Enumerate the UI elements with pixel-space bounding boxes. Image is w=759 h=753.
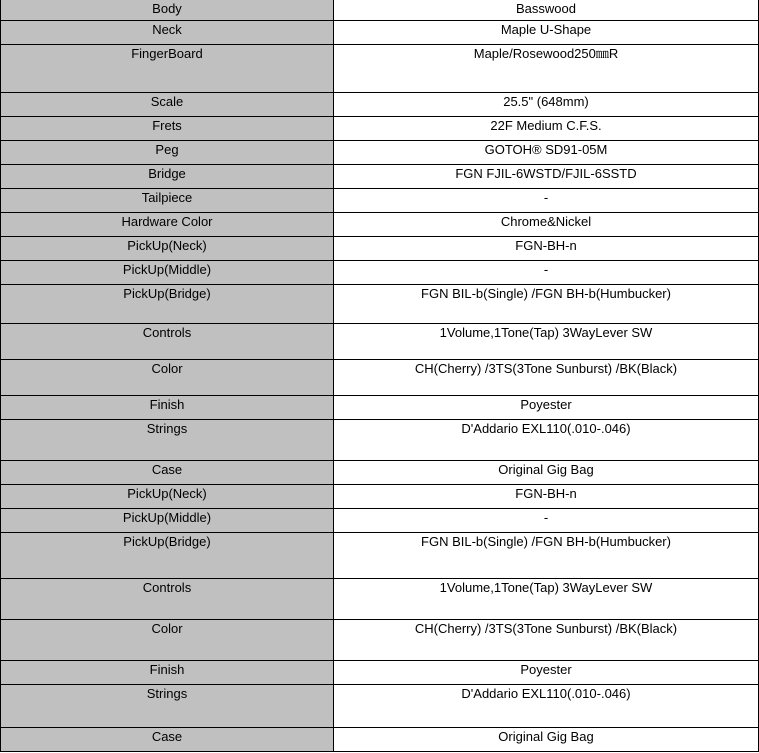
table-row (1, 21, 759, 45)
spec-label: Frets (1, 117, 334, 141)
spec-value: FGN FJIL-6WSTD/FJIL-6SSTD (334, 165, 759, 189)
spec-label: Body (1, 0, 334, 21)
spec-value: FGN BIL-b(Single) /FGN BH-b(Humbucker) (334, 533, 759, 579)
spec-label: FingerBoard (1, 45, 334, 93)
table-row (1, 728, 759, 752)
table-row (1, 165, 759, 189)
spec-label: Strings (1, 420, 334, 461)
table-row (1, 237, 759, 261)
table-row (1, 285, 759, 324)
spec-value: Poyester (334, 661, 759, 685)
spec-label: PickUp(Bridge) (1, 285, 334, 324)
table-row (1, 420, 759, 461)
table-row (1, 685, 759, 728)
spec-label: Scale (1, 93, 334, 117)
spec-value: Poyester (334, 396, 759, 420)
spec-value: D'Addario EXL110(.010-.046) (334, 420, 759, 461)
spec-label: Controls (1, 324, 334, 360)
spec-value: CH(Cherry) /3TS(3Tone Sunburst) /BK(Black) (334, 620, 759, 661)
spec-value: 22F Medium C.F.S. (334, 117, 759, 141)
table-row (1, 141, 759, 165)
table-row (1, 533, 759, 579)
spec-value: - (334, 261, 759, 285)
spec-label: Neck (1, 21, 334, 45)
spec-value: 1Volume,1Tone(Tap) 3WayLever SW (334, 324, 759, 360)
table-row (1, 261, 759, 285)
spec-label: PickUp(Middle) (1, 509, 334, 533)
spec-value: Maple/Rosewood250㎜R (334, 45, 759, 93)
table-row (1, 360, 759, 396)
spec-label: PickUp(Neck) (1, 237, 334, 261)
table-row (1, 509, 759, 533)
spec-value: 25.5" (648mm) (334, 93, 759, 117)
spec-value: D'Addario EXL110(.010-.046) (334, 685, 759, 728)
spec-label: Finish (1, 661, 334, 685)
spec-value: GOTOH® SD91-05M (334, 141, 759, 165)
spec-value: Chrome&Nickel (334, 213, 759, 237)
spec-label: Color (1, 620, 334, 661)
table-row (1, 45, 759, 93)
table-row (1, 485, 759, 509)
spec-label: Color (1, 360, 334, 396)
spec-value: FGN-BH-n (334, 485, 759, 509)
spec-label: PickUp(Bridge) (1, 533, 334, 579)
table-row (1, 620, 759, 661)
spec-value: CH(Cherry) /3TS(3Tone Sunburst) /BK(Black) (334, 360, 759, 396)
table-row (1, 0, 759, 21)
table-row (1, 661, 759, 685)
table-row (1, 213, 759, 237)
table-row (1, 189, 759, 213)
spec-label: Hardware Color (1, 213, 334, 237)
spec-label: Tailpiece (1, 189, 334, 213)
spec-label: Bridge (1, 165, 334, 189)
spec-label: Strings (1, 685, 334, 728)
spec-label: Peg (1, 141, 334, 165)
spec-label: PickUp(Middle) (1, 261, 334, 285)
table-row (1, 93, 759, 117)
spec-value: Basswood (334, 0, 759, 21)
spec-label: Case (1, 461, 334, 485)
table-row (1, 324, 759, 360)
spec-value: Original Gig Bag (334, 728, 759, 752)
spec-value: 1Volume,1Tone(Tap) 3WayLever SW (334, 579, 759, 620)
spec-value: Maple U-Shape (334, 21, 759, 45)
spec-value: FGN BIL-b(Single) /FGN BH-b(Humbucker) (334, 285, 759, 324)
table-row (1, 461, 759, 485)
table-row (1, 117, 759, 141)
spec-label: Finish (1, 396, 334, 420)
table-row (1, 579, 759, 620)
spec-value: Original Gig Bag (334, 461, 759, 485)
spec-value: - (334, 189, 759, 213)
spec-label: Case (1, 728, 334, 752)
table-row (1, 396, 759, 420)
spec-value: - (334, 509, 759, 533)
spec-label: PickUp(Neck) (1, 485, 334, 509)
spec-label: Controls (1, 579, 334, 620)
spec-value: FGN-BH-n (334, 237, 759, 261)
